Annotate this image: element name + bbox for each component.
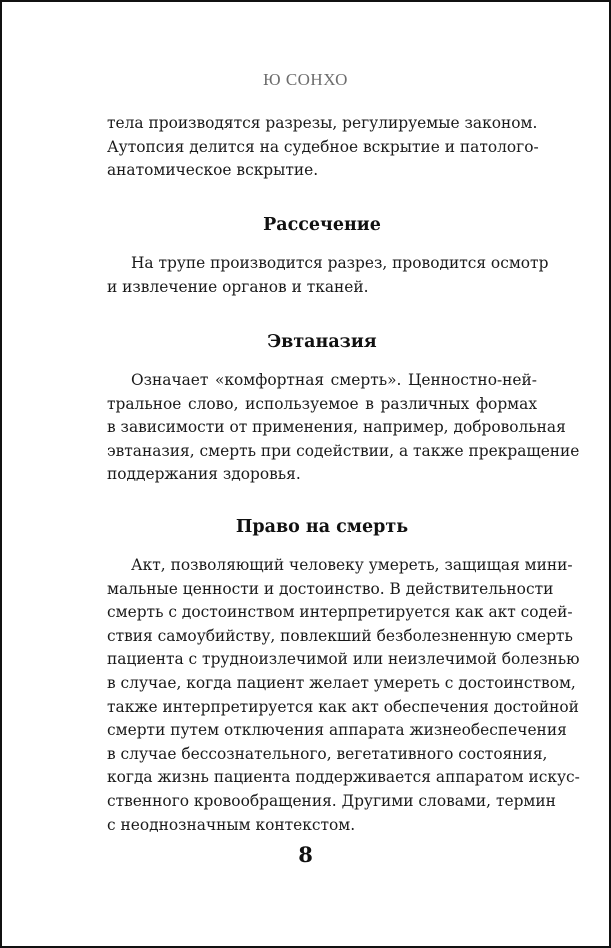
text-line: пациента с трудноизлечимой или неизлечимой болезнью	[107, 650, 580, 669]
text-line: эвтаназия, смерть при содействии, а также прекращение	[107, 441, 580, 460]
text-line: также интерпретируется как акт обеспечения достойной	[107, 697, 579, 716]
text-line: в случае бессознательного, вегетативного состояния,	[107, 744, 548, 763]
text-line: когда жизнь пациента поддерживается аппаратом искус-	[107, 768, 580, 787]
text-line: мальные ценности и достоинство. В действительности	[107, 579, 554, 598]
section-heading: Рассечение	[263, 215, 381, 235]
section-euthanasia	[107, 329, 580, 487]
text-line: поддержания здоровья.	[107, 465, 301, 484]
section-dissection	[107, 212, 549, 299]
text-line: смерть с достоинством интерпретируется как акт содей-	[107, 603, 573, 622]
text-line: и извлечение органов и тканей.	[107, 277, 369, 296]
text-line: анатомическое вскрытие.	[107, 161, 319, 180]
text-line: Акт, позволяющий человеку умереть, защищая мини-	[131, 556, 573, 574]
text-line: тральное слово, используемое в различных формах	[107, 394, 537, 413]
text-line: Означает «комфортная смерть». Ценностно-ней-	[131, 371, 537, 389]
text-line: в зависимости от применения, например, добровольная	[107, 418, 566, 437]
section-heading: Право на смерть	[235, 517, 409, 537]
text-line: с неоднозначным контекстом.	[107, 815, 356, 834]
text-line: Аутопсия делится на судебное вскрытие и патолого-	[107, 137, 539, 156]
text-line: тела производятся разрезы, регулируемые законом.	[107, 114, 538, 132]
intro-paragraph	[107, 112, 537, 183]
text-line: ственного кровообращения. Другими словами, термин	[107, 791, 556, 810]
section-heading: Эвтаназия	[267, 332, 377, 352]
text-line: На трупе производится разрез, проводится осмотр	[131, 254, 549, 272]
section-right-to-die	[107, 514, 580, 837]
running-header: Ю СОНХО	[263, 70, 348, 89]
text-line: в случае, когда пациент желает умереть с достоинством,	[107, 673, 576, 692]
text-line: ствия самоубийству, повлекший безболезненную смерть	[107, 626, 573, 645]
text-line: смерти путем отключения аппарата жизнеобеспечения	[107, 721, 567, 740]
page-number: 8	[298, 842, 313, 867]
